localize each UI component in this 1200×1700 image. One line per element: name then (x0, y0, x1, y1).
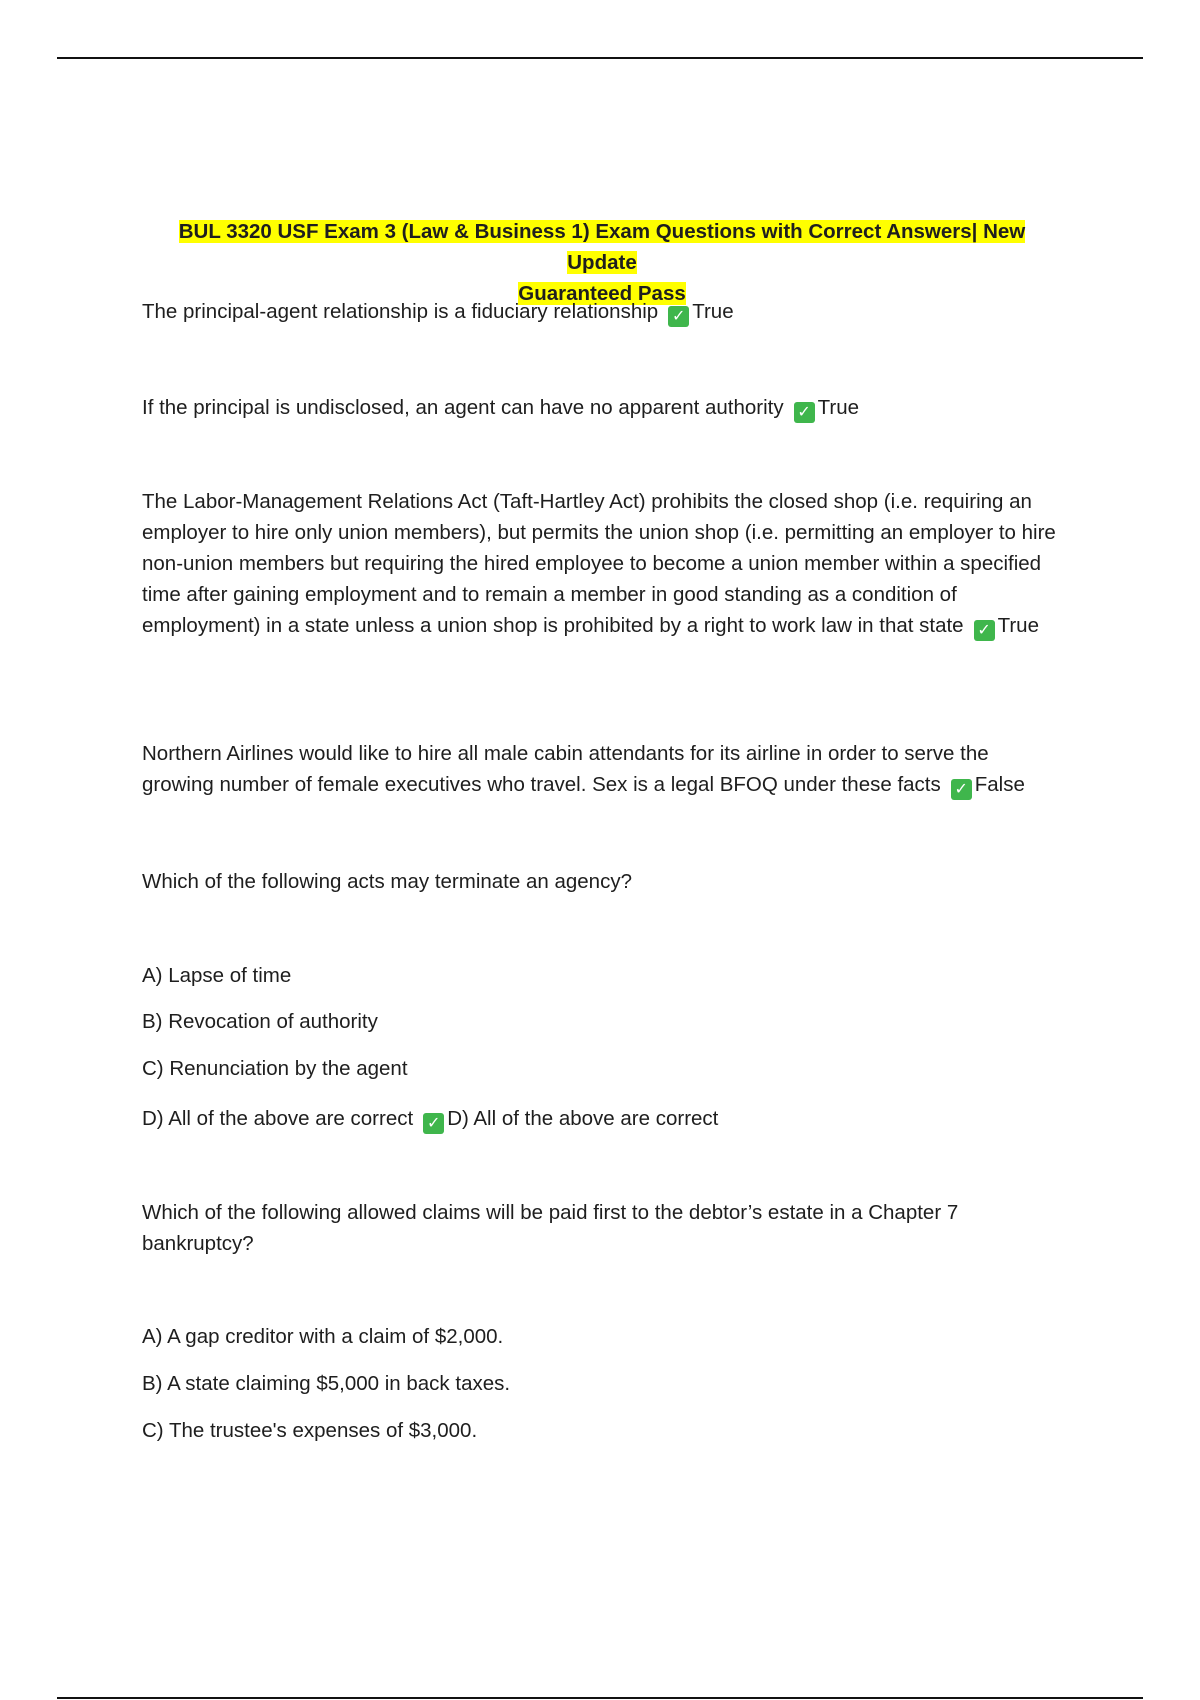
question-5-text: Which of the following acts may terminate an agency? (142, 870, 632, 893)
question-5-answer: D) All of the above are correct (447, 1107, 719, 1130)
question-3-text: The Labor-Management Relations Act (Taft-Hartley Act) prohibits the closed shop (i.e. requiring an employer to hire only union members), but permits the union shop (i.e. permitting an employer to hire non-union members but requiring the hired employee to become a union member within a specified time after gaining employment and to remain a member in good standing as a condition of employment) in a state unless a union shop is prohibited by a right to work law in that state (142, 490, 1056, 637)
question-3 (142, 486, 1062, 641)
check-mark-icon: ✓ (951, 779, 972, 800)
bottom-rule (57, 1697, 1143, 1699)
check-mark-icon: ✓ (423, 1113, 444, 1134)
check-mark-icon: ✓ (668, 306, 689, 327)
question-5-option-c: C) Renunciation by the agent (142, 1057, 408, 1080)
question-4 (142, 738, 1062, 800)
question-1 (142, 296, 1062, 327)
question-5-option-d: D) All of the above are correct (142, 1107, 414, 1130)
question-2-text: If the principal is undisclosed, an agent can have no apparent authority (142, 396, 784, 419)
question-5 (142, 866, 1062, 897)
question-6-option-b: B) A state claiming $5,000 in back taxes. (142, 1372, 511, 1395)
question-6 (142, 1197, 1062, 1259)
question-3-answer: True (997, 614, 1039, 637)
title-line-1: BUL 3320 USF Exam 3 (Law & Business 1) Exam Questions with Correct Answers| New Update (178, 220, 1026, 274)
check-mark-icon: ✓ (974, 620, 995, 641)
question-5-option-a: A) Lapse of time (142, 964, 292, 987)
question-4-text: Northern Airlines would like to hire all male cabin attendants for its airline in order to serve the growing number of female executives who travel. Sex is a legal BFOQ under these facts (142, 742, 989, 796)
question-2 (142, 392, 1062, 423)
check-mark-icon: ✓ (794, 402, 815, 423)
question-1-answer: True (692, 300, 734, 323)
question-6-option-a: A) A gap creditor with a claim of $2,000. (142, 1325, 504, 1348)
title-line-2: Guaranteed Pass (518, 282, 686, 305)
question-2-answer: True (817, 396, 860, 419)
question-5-option-b: B) Revocation of authority (142, 1010, 378, 1033)
question-6-option-c: C) The trustee's expenses of $3,000. (142, 1419, 478, 1442)
top-rule (57, 57, 1143, 59)
question-4-answer: False (974, 773, 1025, 796)
question-5-option-d-row (142, 1103, 1062, 1134)
question-6-text: Which of the following allowed claims will be paid first to the debtor’s estate in a Chapter 7 bankruptcy? (142, 1201, 959, 1255)
question-1-text: The principal-agent relationship is a fiduciary relationship (142, 300, 659, 323)
